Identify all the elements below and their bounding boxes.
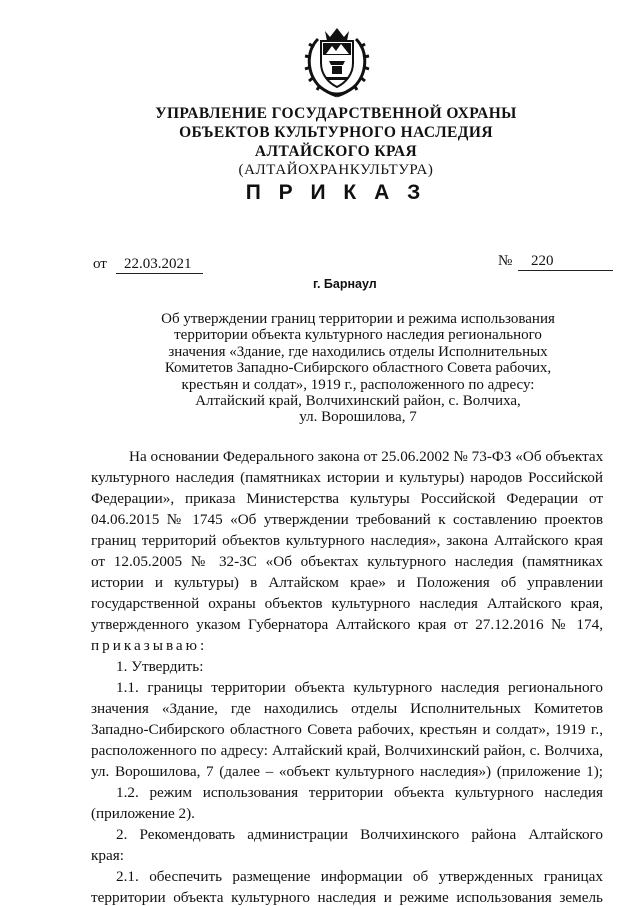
clause-1-1: 1.1. границы территории объекта культурного наследия регионального [116, 679, 603, 696]
coat-of-arms-icon [298, 21, 376, 99]
subject-line: территории объекта культурного наследия регионального [174, 327, 542, 344]
org-abbreviation: (АЛТАЙОХРАНКУЛЬТУРА) [238, 162, 434, 178]
date-label: от [93, 256, 107, 272]
body-line: истории и культуры) в Алтайском крае» и Положения об управлении [91, 574, 603, 591]
document-subject [92, 311, 624, 426]
clause-2-1: 2.1. обеспечить размещение информации об утвержденных границах [116, 868, 603, 885]
number-label: № [498, 253, 513, 269]
organization-header [0, 104, 640, 180]
org-name-line-3: АЛТАЙСКОГО КРАЯ [254, 143, 418, 160]
body-line: Федерации», приказа Министерства культуры Российской Федерации от [91, 490, 603, 507]
document-date: 22.03.2021 [116, 256, 203, 274]
body-line: расположенного по адресу: Алтайский край, Волчихинский район, с. Волчиха, [91, 742, 603, 759]
org-name-line-1: УПРАВЛЕНИЕ ГОСУДАРСТВЕННОЙ ОХРАНЫ [155, 105, 517, 122]
body-line: территории объекта культурного наследия и режиме использования земель [91, 889, 603, 906]
document-city: г. Барнаул [313, 277, 377, 291]
clause-1-heading: 1. Утвердить: [116, 658, 204, 675]
body-line: ул. Ворошилова, 7 (далее – «объект культурного наследия») (приложение 1); [91, 763, 603, 780]
body-line: утвержденного указом Губернатора Алтайского края от 27.12.2016 № 174, [91, 616, 603, 633]
body-line: государственной охраны объектов культурного наследия Алтайского края, [91, 595, 603, 612]
document-type-title: П Р И К А З [245, 181, 427, 204]
subject-line: Алтайский край, Волчихинский район, с. Волчиха, [195, 393, 521, 410]
body-line: края: [91, 847, 124, 864]
coat-of-arms-emblem [298, 21, 376, 99]
body-line: На основании Федерального закона от 25.06.2002 № 73-ФЗ «Об объектах [129, 448, 604, 465]
document-number: 220 [518, 253, 613, 271]
body-line-order-word: приказываю: [91, 637, 208, 654]
subject-line: Об утверждении границ территории и режима использования [161, 311, 555, 327]
subject-line: значения «Здание, где находились отделы Исполнительных [168, 343, 548, 360]
body-line: (приложение 2). [91, 805, 195, 822]
clause-2-heading: 2. Рекомендовать администрации Волчихинского района Алтайского [116, 826, 603, 843]
body-line: Западно-Сибирского областного Совета рабочих, крестьян и солдат», 1919 г., [91, 721, 603, 738]
subject-line: ул. Ворошилова, 7 [299, 409, 417, 426]
subject-line: Комитетов Западно-Сибирского областного Совета рабочих, [164, 360, 552, 377]
body-line: от 12.05.2005 № 32-ЗС «Об объектах культурного наследия (памятниках [91, 553, 603, 570]
body-line: значения «Здание, где находились отделы Исполнительных Комитетов [91, 700, 603, 717]
body-line: границ территорий объектов культурного наследия», закона Алтайского края [91, 532, 603, 549]
org-name-line-2: ОБЪЕКТОВ КУЛЬТУРНОГО НАСЛЕДИЯ [179, 124, 493, 141]
body-line: культурного наследия (памятниках истории и культуры) народов Российской [91, 469, 603, 486]
subject-line: крестьян и солдат», 1919 г., расположенного по адресу: [181, 376, 535, 393]
body-line: 04.06.2015 № 1745 «Об утверждении требований к составлению проектов [91, 511, 603, 528]
clause-1-2: 1.2. режим использования территории объекта культурного наследия [116, 784, 603, 801]
